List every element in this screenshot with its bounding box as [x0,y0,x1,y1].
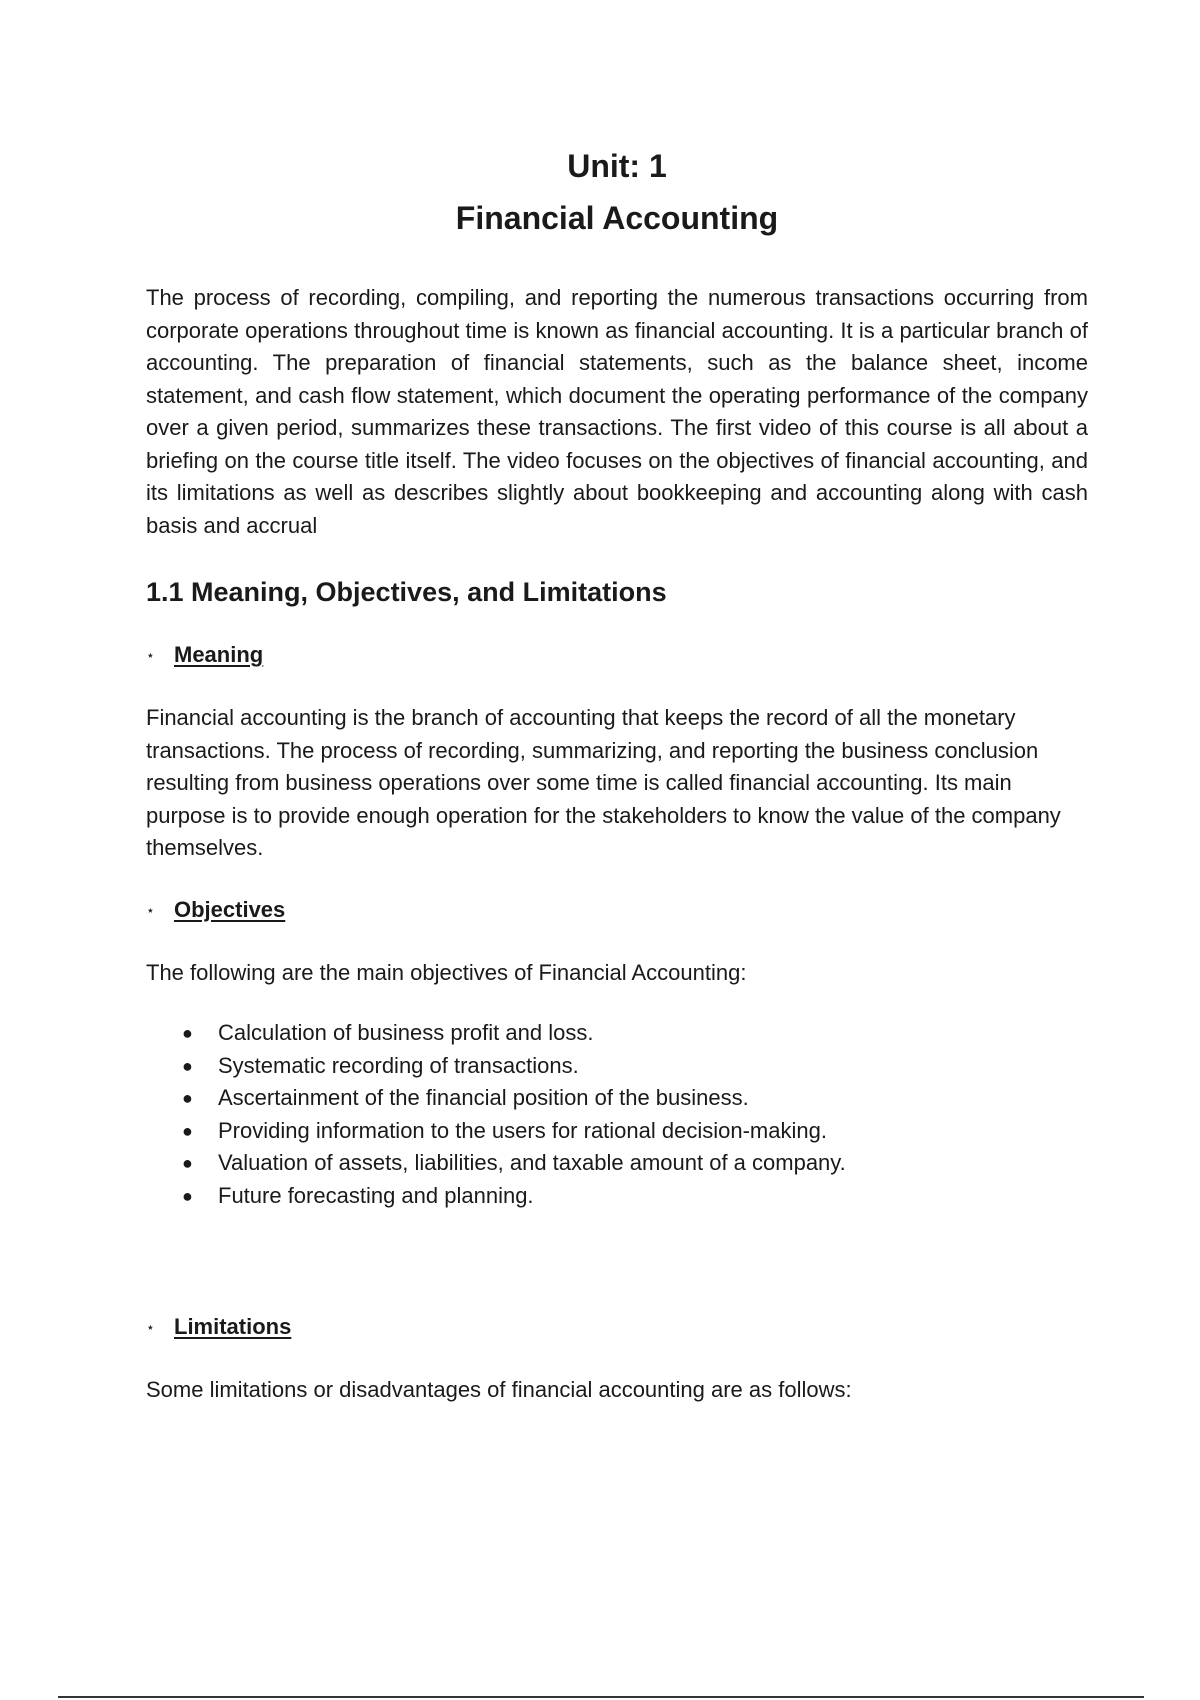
section-heading: 1.1 Meaning, Objectives, and Limitations [146,577,667,607]
list-item-text: Valuation of assets, liabilities, and taxable amount of a company. [218,1150,846,1175]
footer-divider [58,1696,1144,1698]
bullet-icon: ● [182,1088,193,1108]
document-content [146,140,1088,1407]
bullet-icon: ● [182,1023,193,1043]
list-item-text: Calculation of business profit and loss. [218,1020,594,1045]
star-icon: ⋆ [146,901,155,918]
meaning-heading [146,640,1088,670]
intro-paragraph: The process of recording, compiling, and reporting the numerous transactions occurring from corporate operations throughout time is known as financial accounting. It is a particular branch of accounting. The preparation of financial statements, such as the balance sheet, income statement, and cash flow statement, which document the operating performance of the company over a given period, summarizes these transactions. The first video of this course is all about a briefing on the course title itself. The video focuses on the objectives of financial accounting, and its limitations as well as describes slightly about bookkeeping and accounting along with cash basis and accrual [146,285,1088,538]
objectives-label: Objectives [174,896,286,922]
list-item [182,1082,1088,1115]
meaning-label: Meaning [174,642,264,667]
bullet-icon: ● [182,1153,193,1173]
limitations-intro: Some limitations or disadvantages of financial accounting are as follows: [146,1377,852,1402]
star-icon: ⋆ [146,1319,155,1335]
page-title: Financial Accounting [455,200,779,236]
list-item [182,1147,1088,1180]
list-item [182,1115,1088,1148]
limitations-label: Limitations [174,1314,292,1339]
bullet-icon: ● [182,1055,193,1076]
star-icon: ⋆ [146,647,155,663]
limitations-heading [146,1312,1088,1342]
bullet-icon: ● [182,1120,193,1141]
list-item [182,1017,1088,1050]
list-item [182,1050,1088,1083]
objectives-heading [146,895,1088,925]
list-item-text: Providing information to the users for rational decision-making. [218,1117,827,1143]
objectives-intro: The following are the main objectives of Financial Accounting: [146,959,747,985]
list-item-text: Future forecasting and planning. [218,1182,534,1208]
list-item-text: Ascertainment of the financial position of the business. [218,1085,749,1110]
list-item-text: Systematic recording of transactions. [218,1052,579,1078]
bullet-icon: ● [182,1185,193,1206]
objectives-list [146,1017,1088,1212]
unit-heading: Unit: 1 [567,148,667,184]
blank-space [146,1212,1088,1282]
meaning-paragraph: Financial accounting is the branch of accounting that keeps the record of all the monetary transactions. The process of recording, summarizing, and reporting the business conclusion resulting from business operations over some time is called financial accounting. Its main purpose is to provide enough operation for the stakeholders to know the value of the company themselves. [146,705,1061,860]
list-item [182,1180,1088,1213]
